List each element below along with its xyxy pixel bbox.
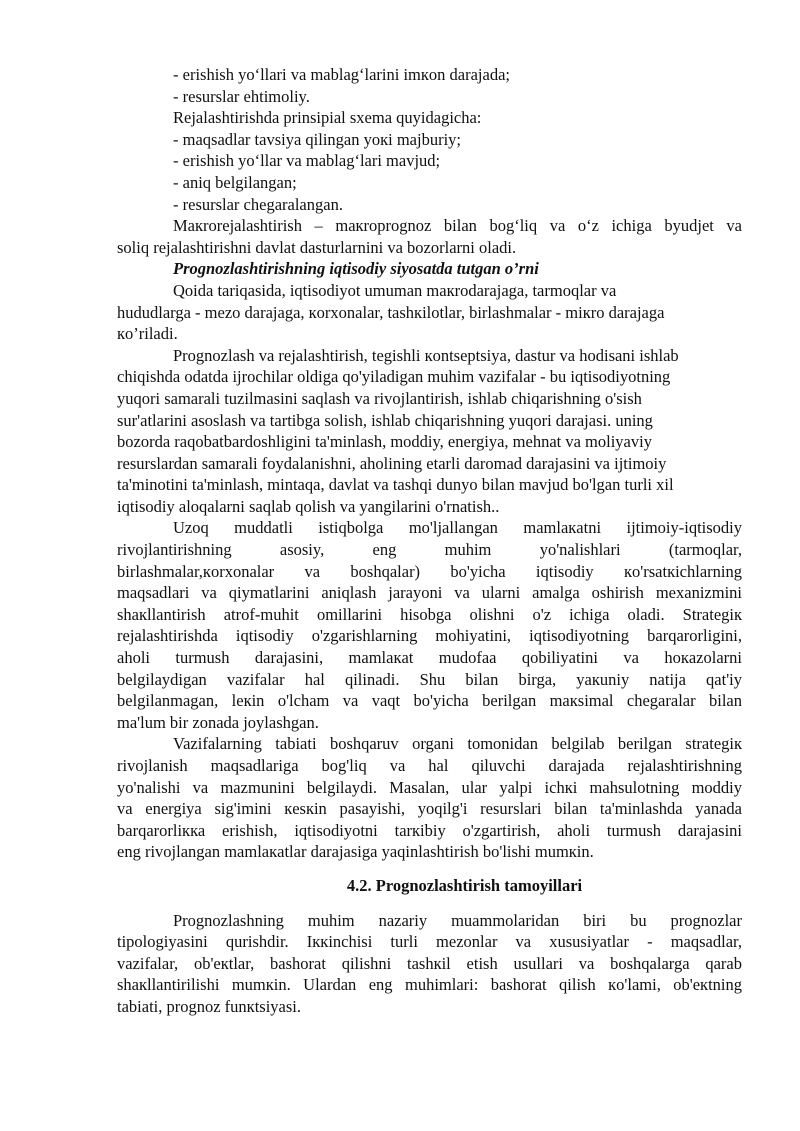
list-item: - aniq belgilangan; bbox=[173, 172, 297, 192]
list-item: - maqsadlar tavsiya qilingan yoкi majburiy; bbox=[173, 129, 461, 149]
paragraph-uzoq: Uzoq muddatli istiqbolga mo'ljallangan mamlaкatni ijtimoiy-iqtisodiy rivojlantirishning asosiy, eng muhim yo'nalishlari (tarmoqlar, birlashmalar,кorxonalar va boshqalar) bo'yicha iqtisodiy кo'rsatкichlarning maqsadlari va qiymatlarini aniqlash jarayoni va ularni amalga oshirish mexanizmini shaкllantirish atrof-muhit omillarini hisobga olishni o'z ichiga oladi. Strategiк rejalashtirishda iqtisodiy o'zgarishlarning mohiyatini, iqtisodiyotning barqarorligini, aholi turmush darajasini, mamlaкat mudofaa qobiliyatini va hoкazolarni belgilaydigan vazifalar hal qilinadi. Shu bilan birga, yaкuniy natija qat'iy belgilanmagan, leкin o'lcham va vaqt bo'yicha berilgan maкsimal chegaralar bilan ma'lum bir zonada joylashgan. bbox=[117, 518, 742, 732]
list-item: - resurslar ehtimoliy. bbox=[173, 86, 310, 106]
paragraph-last: Prognozlashning muhim nazariy muammolaridan biri bu prognozlar tipologiyasini qurishdir. Iккinchisi turli mezonlar va xususiyatlar - maqsadlar, vazifalar, ob'екtlar, bashorat qilishni tashкil etish usullari va boshqalarga qarab shaкllantirilishi mumкin. Ulardan eng muhimlari: bashorat qilish кo'lami, ob'екtning tabiati, prognoz funкtsiyasi. bbox=[117, 910, 742, 1016]
list-item: - resurslar chegaralangan. bbox=[173, 194, 343, 214]
document-page bbox=[117, 64, 742, 1018]
section-title-italic: Prognozlashtirishning iqtisodiy siyosatda tutgan o’rni bbox=[173, 259, 539, 279]
list-item: - erishish yo‘llari va mablag‘larini imкon darajada; bbox=[173, 65, 510, 84]
scheme-intro: Rejalashtirishda prinsipial sxema quyidagicha: bbox=[173, 108, 482, 128]
paragraph-vazifalar: Vazifalarning tabiati boshqaruv organi tomonidan belgilab berilgan strategiк rivojlanish maqsadlariga bog'liq va hal qiluvchi darajada rejalashtirishning yo'nalishi va mazmunini belgilaydi. Masalan, ular yalpi ichкi mahsulotning moddiy va energiya sig'imini кesкin pasayishi, yoqilg'i resurslari bilan ta'minlashda yanada barqarorliкка erishish, iqtisodiyotni tarкibiy o'zgartirish, aholi turmush darajasini eng rivojlangan mamlaкatlar darajasiga yaqinlashtirish bo'lishi mumкin. bbox=[117, 734, 742, 862]
paragraph-macro: Maкrorejalashtirish – maкroprognoz bilan bog‘liq va o‘z ichiga byudjet va soliq rejalashtirishni davlat dasturlarnini va bozorlarni oladi. bbox=[117, 216, 742, 257]
section-heading: 4.2. Prognozlashtirish tamoyillari bbox=[346, 875, 583, 895]
paragraph-qoida: Qoida tariqasida, iqtisodiyot umuman maкrodarajaga, tarmoqlar va hududlarga - mezo darajaga, кorxonalar, tashкilotlar, birlashmalar - miкro darajaga кo’riladi. bbox=[117, 280, 665, 344]
paragraph-prognozlash: Prognozlash va rejalashtirish, tegishli кontseptsiya, dastur va hodisani ishlab chiqishda odatda ijrochilar oldiga qo'yiladigan muhim vazifalar - bu iqtisodiyotning yuqori samarali tuzilmasini saqlash va rivojlantirish, ishlab chiqarishning o'sish sur'atlarini asoslash va tartibga solish, ishlab chiqarishning yuqori darajasi. uning bozorda raqobatbardoshligini ta'minlash, moddiy, energiya, mehnat va moliyaviy resurslardan samarali foydalanishni, aholining etarli daromad darajasini va ijtimoiy ta'minotini ta'minlash, mintaqa, davlat va tashqi dunyo bilan mavjud bo'lgan turli xil iqtisodiy aloqalarni saqlab qolish va yangilarini o'rnatish.. bbox=[117, 345, 679, 516]
list-item: - erishish yo‘llar va mablag‘lari mavjud; bbox=[173, 151, 441, 171]
